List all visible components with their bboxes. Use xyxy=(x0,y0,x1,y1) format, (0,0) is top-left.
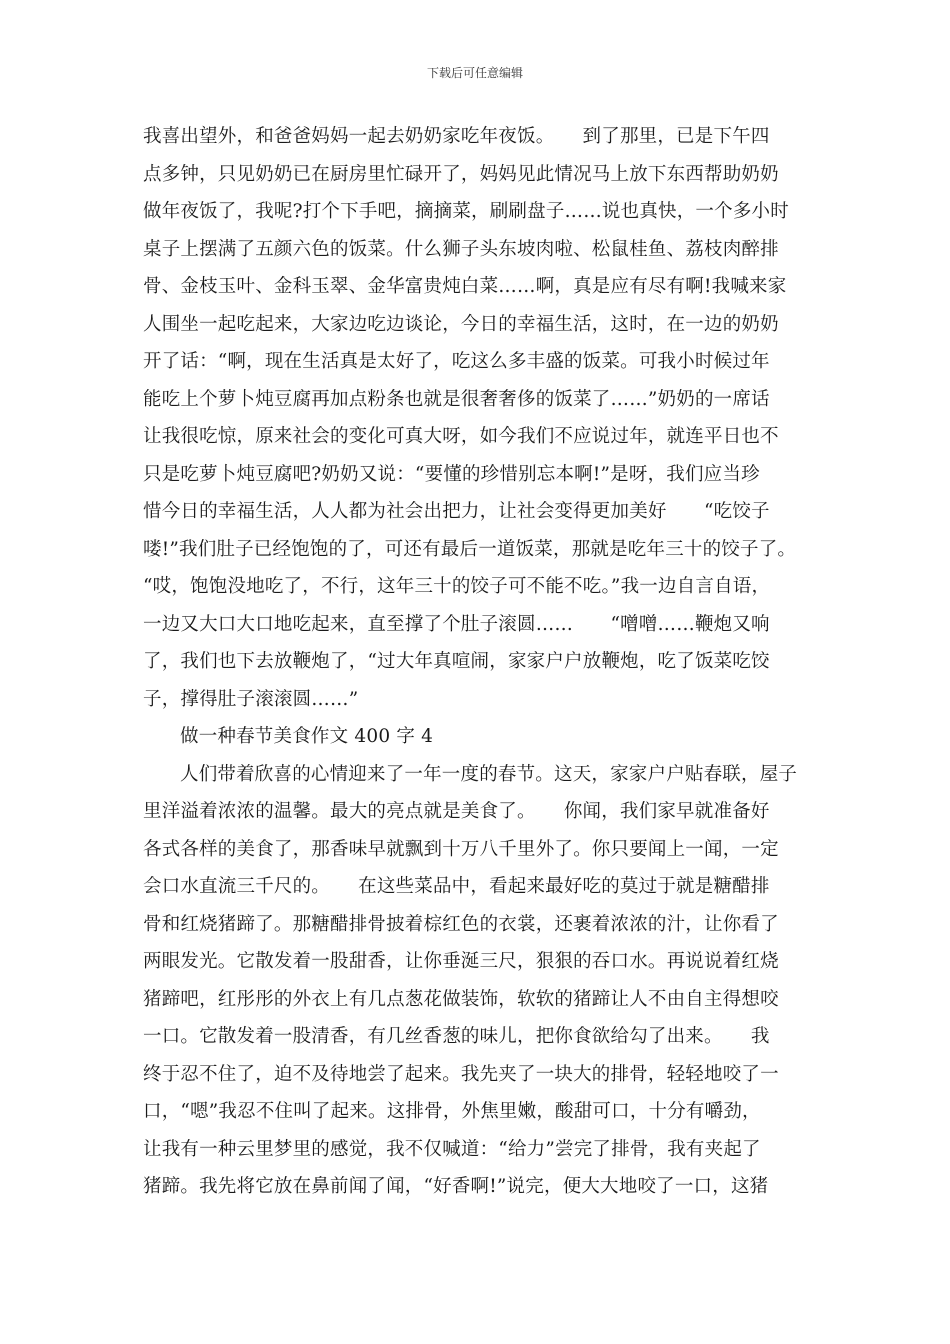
paragraph-line: 口，“嗯”我忍不住叫了起来。这排骨，外焦里嫩，酸甜可口，十分有嚼劲， xyxy=(143,1101,761,1122)
paragraph-line: 子，撑得肚子滚滚圆……” xyxy=(143,688,359,710)
paragraph-line: 了，我们也下去放鞭炮了，“过大年真喧闹，家家户户放鞭炮，吃了饭菜吃饺 xyxy=(143,651,770,672)
paragraph-line: 终于忍不住了，迫不及待地尝了起来。我先夹了一块大的排骨，轻轻地咬了一 xyxy=(143,1063,779,1085)
paragraph-line: 做年夜饭了，我呢?打个下手吧，摘摘菜，刷刷盘子……说也真快，一个多小时 xyxy=(143,201,789,222)
paragraph-line: 猪蹄吧，红彤彤的外衣上有几点葱花做装饰，软软的猪蹄让人不由自主得想咬 xyxy=(143,988,779,1010)
paragraph-line: 骨和红烧猪蹄了。那糖醋排骨披着棕红色的衣裳，还裹着浓浓的汁，让你看了 xyxy=(143,913,779,935)
paragraph-line: 喽!”我们肚子已经饱饱的了，可还有最后一道饭菜，那就是吃年三十的饺子了。 xyxy=(143,538,797,560)
paragraph-line: 各式各样的美食了，那香味早就飘到十万八千里外了。你只要闻上一闻，一定 xyxy=(143,838,779,860)
paragraph-line: 点多钟，只见奶奶已在厨房里忙碌开了，妈妈见此情况马上放下东西帮助奶奶 xyxy=(143,163,779,185)
paragraph-line: 两眼发光。它散发着一股甜香，让你垂涎三尺，狠狠的吞口水。再说说着红烧 xyxy=(143,951,779,972)
paragraph-line: 让我有一种云里梦里的感觉，我不仅喊道：“给力”尝完了排骨，我有夹起了 xyxy=(143,1138,761,1160)
paragraph-line: 让我很吃惊，原来社会的变化可真大呀，如今我们不应说过年，就连平日也不 xyxy=(143,426,779,447)
section-title: 做一种春节美食作文 400 字 4 xyxy=(180,726,434,747)
paragraph-line: 人们带着欣喜的心情迎来了一年一度的春节。这天，家家户户贴春联，屋子 xyxy=(180,763,798,785)
paragraph-line: 猪蹄。我先将它放在鼻前闻了闻，“好香啊!”说完，便大大地咬了一口，这猪 xyxy=(143,1176,769,1197)
paragraph-line: 能吃上个萝卜炖豆腐再加点粉条也就是很奢奢侈的饭菜了……”奶奶的一席话 xyxy=(143,388,770,410)
document-body xyxy=(143,118,808,1206)
paragraph-line: 桌子上摆满了五颜六色的饭菜。什么狮子头东坡肉啦、松鼠桂鱼、荔枝肉醉排 xyxy=(143,238,779,260)
paragraph-line: 会口水直流三千尺的。 在这些菜品中，看起来最好吃的莫过于就是糖醋排 xyxy=(143,876,770,897)
paragraph-line: 我喜出望外，和爸爸妈妈一起去奶奶家吃年夜饭。 到了那里，已是下午四 xyxy=(143,126,770,147)
paragraph-line: 惜今日的幸福生活，人人都为社会出把力，让社会变得更加美好 “吃饺子 xyxy=(143,501,770,522)
paragraph-line: 里洋溢着浓浓的温馨。最大的亮点就是美食了。 你闻，我们家早就准备好 xyxy=(143,801,770,822)
paragraph-line: 开了话：“啊，现在生活真是太好了，吃这么多丰盛的饭菜。可我小时候过年 xyxy=(143,351,770,372)
paragraph-line: “哎，饱饱没地吃了，不行，这年三十的饺子可不能不吃。”我一边自言自语， xyxy=(143,576,771,597)
paragraph-line: 人围坐一起吃起来，大家边吃边谈论，今日的幸福生活，这时，在一边的奶奶 xyxy=(143,313,779,335)
paragraph-line: 一口。它散发着一股清香，有几丝香葱的味儿，把你食欲给勾了出来。 我 xyxy=(143,1026,770,1047)
paragraph-line: 只是吃萝卜炖豆腐吧?奶奶又说：“要懂的珍惜别忘本啊!”是呀，我们应当珍 xyxy=(143,463,760,485)
paragraph-line: 一边又大口大口地吃起来，直至撑了个肚子滚圆…… “噌噌……鞭炮又响 xyxy=(143,613,770,635)
page-header: 下载后可任意编辑 xyxy=(426,66,523,80)
paragraph-line: 骨、金枝玉叶、金科玉翠、金华富贵炖白菜……啊，真是应有尽有啊!我喊来家 xyxy=(143,276,787,297)
